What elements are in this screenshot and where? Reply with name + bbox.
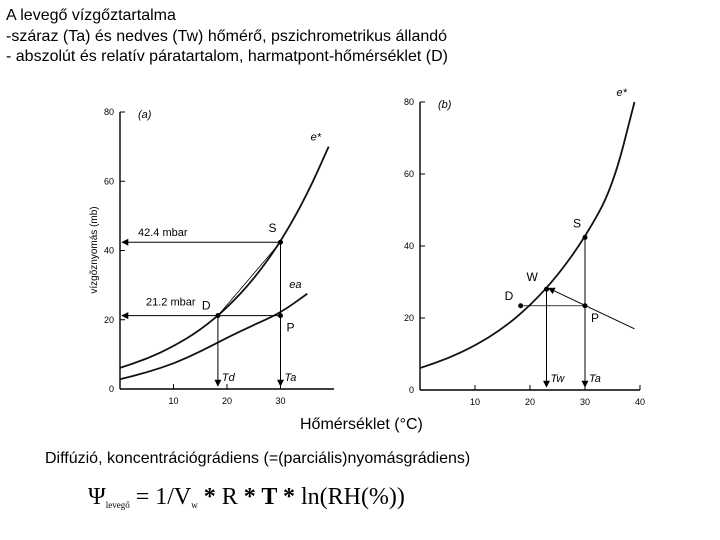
point-label-b-P: P bbox=[591, 310, 600, 325]
point-label-a-S: S bbox=[268, 221, 277, 236]
formula-psi: Ψ bbox=[88, 484, 106, 510]
formula-mul-2: * bbox=[237, 484, 262, 510]
y-tick-label-b-0: 0 bbox=[408, 385, 414, 395]
formula-mul-3: * bbox=[276, 484, 301, 510]
diffusion-caption: Diffúzió, koncentrációgrádiens (=(parciális)nyomásgrádiens) bbox=[45, 450, 471, 467]
formula-ln: ln(RH(%)) bbox=[300, 484, 405, 510]
series-label-b-0: e* bbox=[616, 87, 627, 99]
series-label-a-0: e* bbox=[310, 131, 322, 144]
point-label-b-S: S bbox=[573, 216, 582, 231]
y-tick-label-b-80: 80 bbox=[403, 97, 414, 107]
annot-tw: Tw bbox=[550, 373, 565, 385]
chart-panel-b bbox=[404, 87, 645, 407]
y-tick-label-a-80: 80 bbox=[103, 107, 114, 117]
chart-panel-a bbox=[89, 107, 334, 406]
y-tick-label-b-40: 40 bbox=[403, 241, 414, 251]
annot-td: Td bbox=[221, 372, 235, 384]
x-tick-label-b-10: 10 bbox=[469, 397, 481, 407]
point-label-a-D: D bbox=[201, 298, 211, 313]
connector-s-d bbox=[218, 242, 281, 315]
formula-eq: = 1/V bbox=[129, 484, 192, 510]
x-tick-label-a-20: 20 bbox=[221, 396, 233, 406]
series-label-a-1: ea bbox=[289, 278, 302, 291]
annot-ta-a: Ta bbox=[284, 372, 297, 384]
y-tick-label-a-0: 0 bbox=[108, 384, 114, 394]
series-b-0 bbox=[420, 102, 635, 368]
formula-vw-subscript: w bbox=[191, 500, 198, 510]
x-tick-label-b-30: 30 bbox=[579, 397, 591, 407]
annot-ta-b: Ta bbox=[589, 373, 601, 385]
header-line-1: A levegő vízgőztartalma bbox=[6, 7, 176, 24]
x-tick-label-b-20: 20 bbox=[524, 397, 536, 407]
series-a-0 bbox=[120, 147, 329, 368]
point-label-b-D: D bbox=[504, 288, 514, 303]
annot-21-2: 21.2 mbar bbox=[146, 296, 196, 309]
y-tick-label-b-20: 20 bbox=[403, 313, 414, 323]
y-tick-label-b-60: 60 bbox=[403, 169, 414, 179]
formula-R: R bbox=[221, 484, 238, 510]
x-tick-label-b-40: 40 bbox=[634, 397, 646, 407]
y-tick-label-a-40: 40 bbox=[103, 245, 114, 256]
y-axis-label: vízgőznyomás (mb) bbox=[89, 206, 100, 294]
point-label-a-P: P bbox=[286, 320, 295, 335]
y-tick-label-a-20: 20 bbox=[103, 314, 114, 325]
x-tick-label-a-10: 10 bbox=[168, 396, 179, 406]
annot-42-4: 42.4 mbar bbox=[138, 227, 188, 240]
panel-label-a: (a) bbox=[138, 109, 152, 121]
formula-mul-1: * bbox=[197, 484, 222, 510]
panel-label-b: (b) bbox=[438, 99, 452, 111]
formula-psi-subscript: levegő bbox=[105, 500, 130, 510]
header-line-3: - abszolút és relatív páratartalom, harmatpont-hőmérséklet (D) bbox=[6, 48, 448, 65]
x-tick-label-a-30: 30 bbox=[275, 396, 286, 406]
header-line-2: -száraz (Ta) és nedves (Tw) hőmérő, pszichrometrikus állandó bbox=[6, 27, 448, 45]
x-axis-label: Hőmérséklet (°C) bbox=[300, 416, 423, 433]
formula-T: T bbox=[261, 484, 277, 510]
water-potential-formula bbox=[88, 484, 405, 511]
y-tick-label-a-60: 60 bbox=[103, 176, 114, 187]
point-label-b-W: W bbox=[526, 270, 538, 285]
